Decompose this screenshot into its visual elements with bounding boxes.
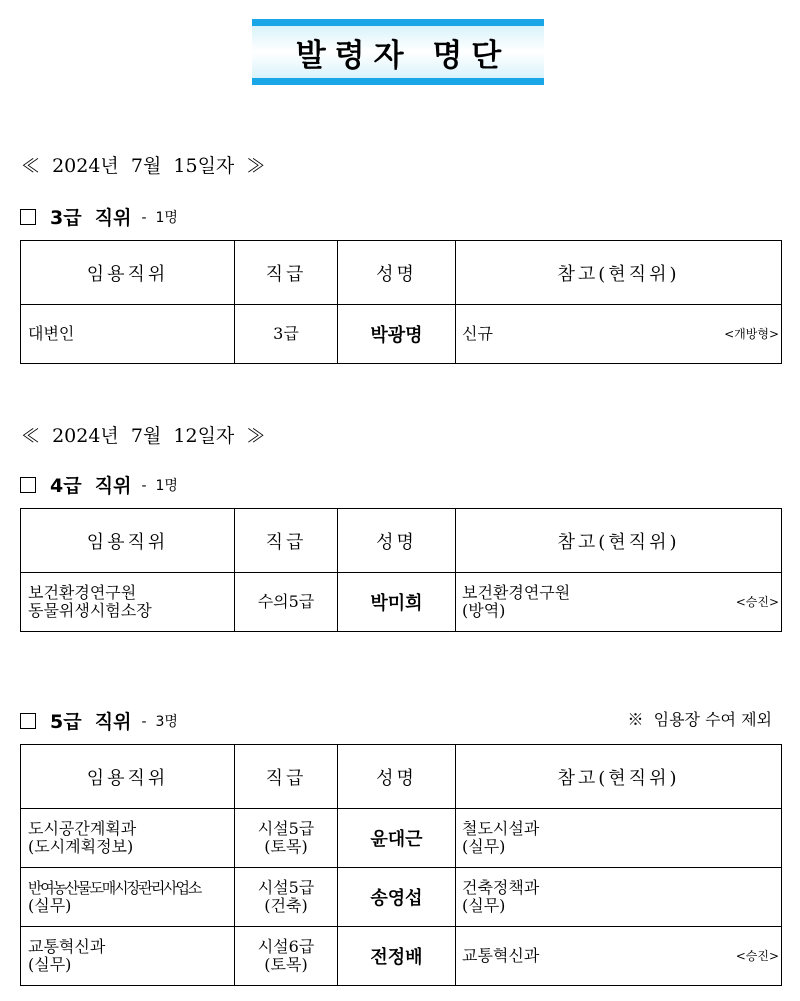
cell-name: 박미희	[338, 573, 456, 632]
cell-name: 윤대근	[338, 809, 456, 868]
reference-line: 건축정책과	[462, 878, 540, 897]
rank-line: 시설5급	[257, 878, 315, 897]
appointment-tag: <승진>	[735, 949, 779, 963]
position-line: (도시계획정보)	[28, 837, 134, 856]
grade-count: - 3명	[141, 713, 178, 730]
rank-line: (건축)	[264, 896, 308, 915]
cell-position	[21, 305, 235, 364]
header-reference: 참고(현직위)	[456, 509, 782, 573]
cell-name: 전정배	[338, 927, 456, 986]
header-rank: 직급	[235, 509, 338, 573]
rank-line: 시설5급	[257, 819, 315, 838]
rank-line: 3급	[273, 324, 299, 343]
position-line: 반여농산물도매시장관리사업소	[28, 879, 201, 897]
grade-label: 3급 직위	[50, 207, 132, 229]
rank-line: 수의5급	[257, 592, 315, 611]
table-row	[21, 927, 782, 986]
header-position: 임용직위	[21, 241, 235, 305]
checkbox-icon	[20, 713, 36, 729]
header-name: 성명	[338, 241, 456, 305]
cell-position	[21, 573, 235, 632]
position-line: 교통혁신과	[28, 937, 106, 956]
header-reference: 참고(현직위)	[456, 241, 782, 305]
exclusion-note: ※ 임용장 수여 제외	[627, 710, 772, 729]
header-reference: 참고(현직위)	[456, 745, 782, 809]
cell-rank	[235, 809, 338, 868]
table-row	[21, 868, 782, 927]
rank-line: 시설6급	[257, 937, 315, 956]
title-banner	[252, 19, 544, 85]
group-heading	[20, 471, 178, 498]
cell-position	[21, 868, 235, 927]
cell-name: 박광명	[338, 305, 456, 364]
position-line: 동물위생시험소장	[28, 601, 152, 620]
table-row	[21, 305, 782, 364]
position-line: 도시공간계획과	[28, 819, 137, 838]
group-heading	[20, 707, 178, 734]
cell-reference	[456, 305, 782, 364]
cell-reference	[456, 809, 782, 868]
table-header-row	[21, 509, 782, 573]
reference-line: 철도시설과	[462, 819, 540, 838]
grade-label: 4급 직위	[50, 475, 132, 497]
appointment-tag: <승진>	[735, 595, 779, 609]
header-rank: 직급	[235, 241, 338, 305]
appointment-tag: <개방형>	[724, 327, 779, 341]
cell-reference	[456, 573, 782, 632]
header-position: 임용직위	[21, 745, 235, 809]
section-date: ≪ 2024년 7월 15일자 ≫	[21, 155, 266, 177]
cell-reference	[456, 927, 782, 986]
cell-rank	[235, 868, 338, 927]
reference-line: (실무)	[462, 896, 506, 915]
section-date: ≪ 2024년 7월 12일자 ≫	[21, 425, 266, 447]
reference-line: 신규	[462, 324, 493, 343]
cell-rank	[235, 927, 338, 986]
header-name: 성명	[338, 509, 456, 573]
grade-count: - 1명	[141, 477, 178, 494]
page-title: 발령자 명단	[295, 37, 511, 74]
position-line: 보건환경연구원	[28, 583, 137, 602]
table-row	[21, 809, 782, 868]
cell-reference	[456, 868, 782, 927]
cell-position	[21, 927, 235, 986]
rank-line: (토목)	[264, 955, 308, 974]
cell-rank	[235, 573, 338, 632]
reference-line: (실무)	[462, 837, 506, 856]
reference-line: 교통혁신과	[462, 946, 540, 965]
table-header-row	[21, 745, 782, 809]
grade-label: 5급 직위	[50, 711, 132, 733]
group-heading	[20, 203, 178, 230]
checkbox-icon	[20, 209, 36, 225]
header-rank: 직급	[235, 745, 338, 809]
appointment-table	[20, 744, 782, 986]
table-header-row	[21, 241, 782, 305]
table-row	[21, 573, 782, 632]
cell-name: 송영섭	[338, 868, 456, 927]
header-name: 성명	[338, 745, 456, 809]
position-line: (실무)	[28, 955, 72, 974]
reference-line: (방역)	[462, 601, 506, 620]
header-position: 임용직위	[21, 509, 235, 573]
rank-line: (토목)	[264, 837, 308, 856]
position-line: (실무)	[28, 896, 72, 915]
appointment-table	[20, 240, 782, 364]
reference-line: 보건환경연구원	[462, 583, 571, 602]
appointment-table	[20, 508, 782, 632]
position-line: 대변인	[28, 324, 75, 343]
cell-rank	[235, 305, 338, 364]
cell-position	[21, 809, 235, 868]
checkbox-icon	[20, 477, 36, 493]
grade-count: - 1명	[141, 209, 178, 226]
